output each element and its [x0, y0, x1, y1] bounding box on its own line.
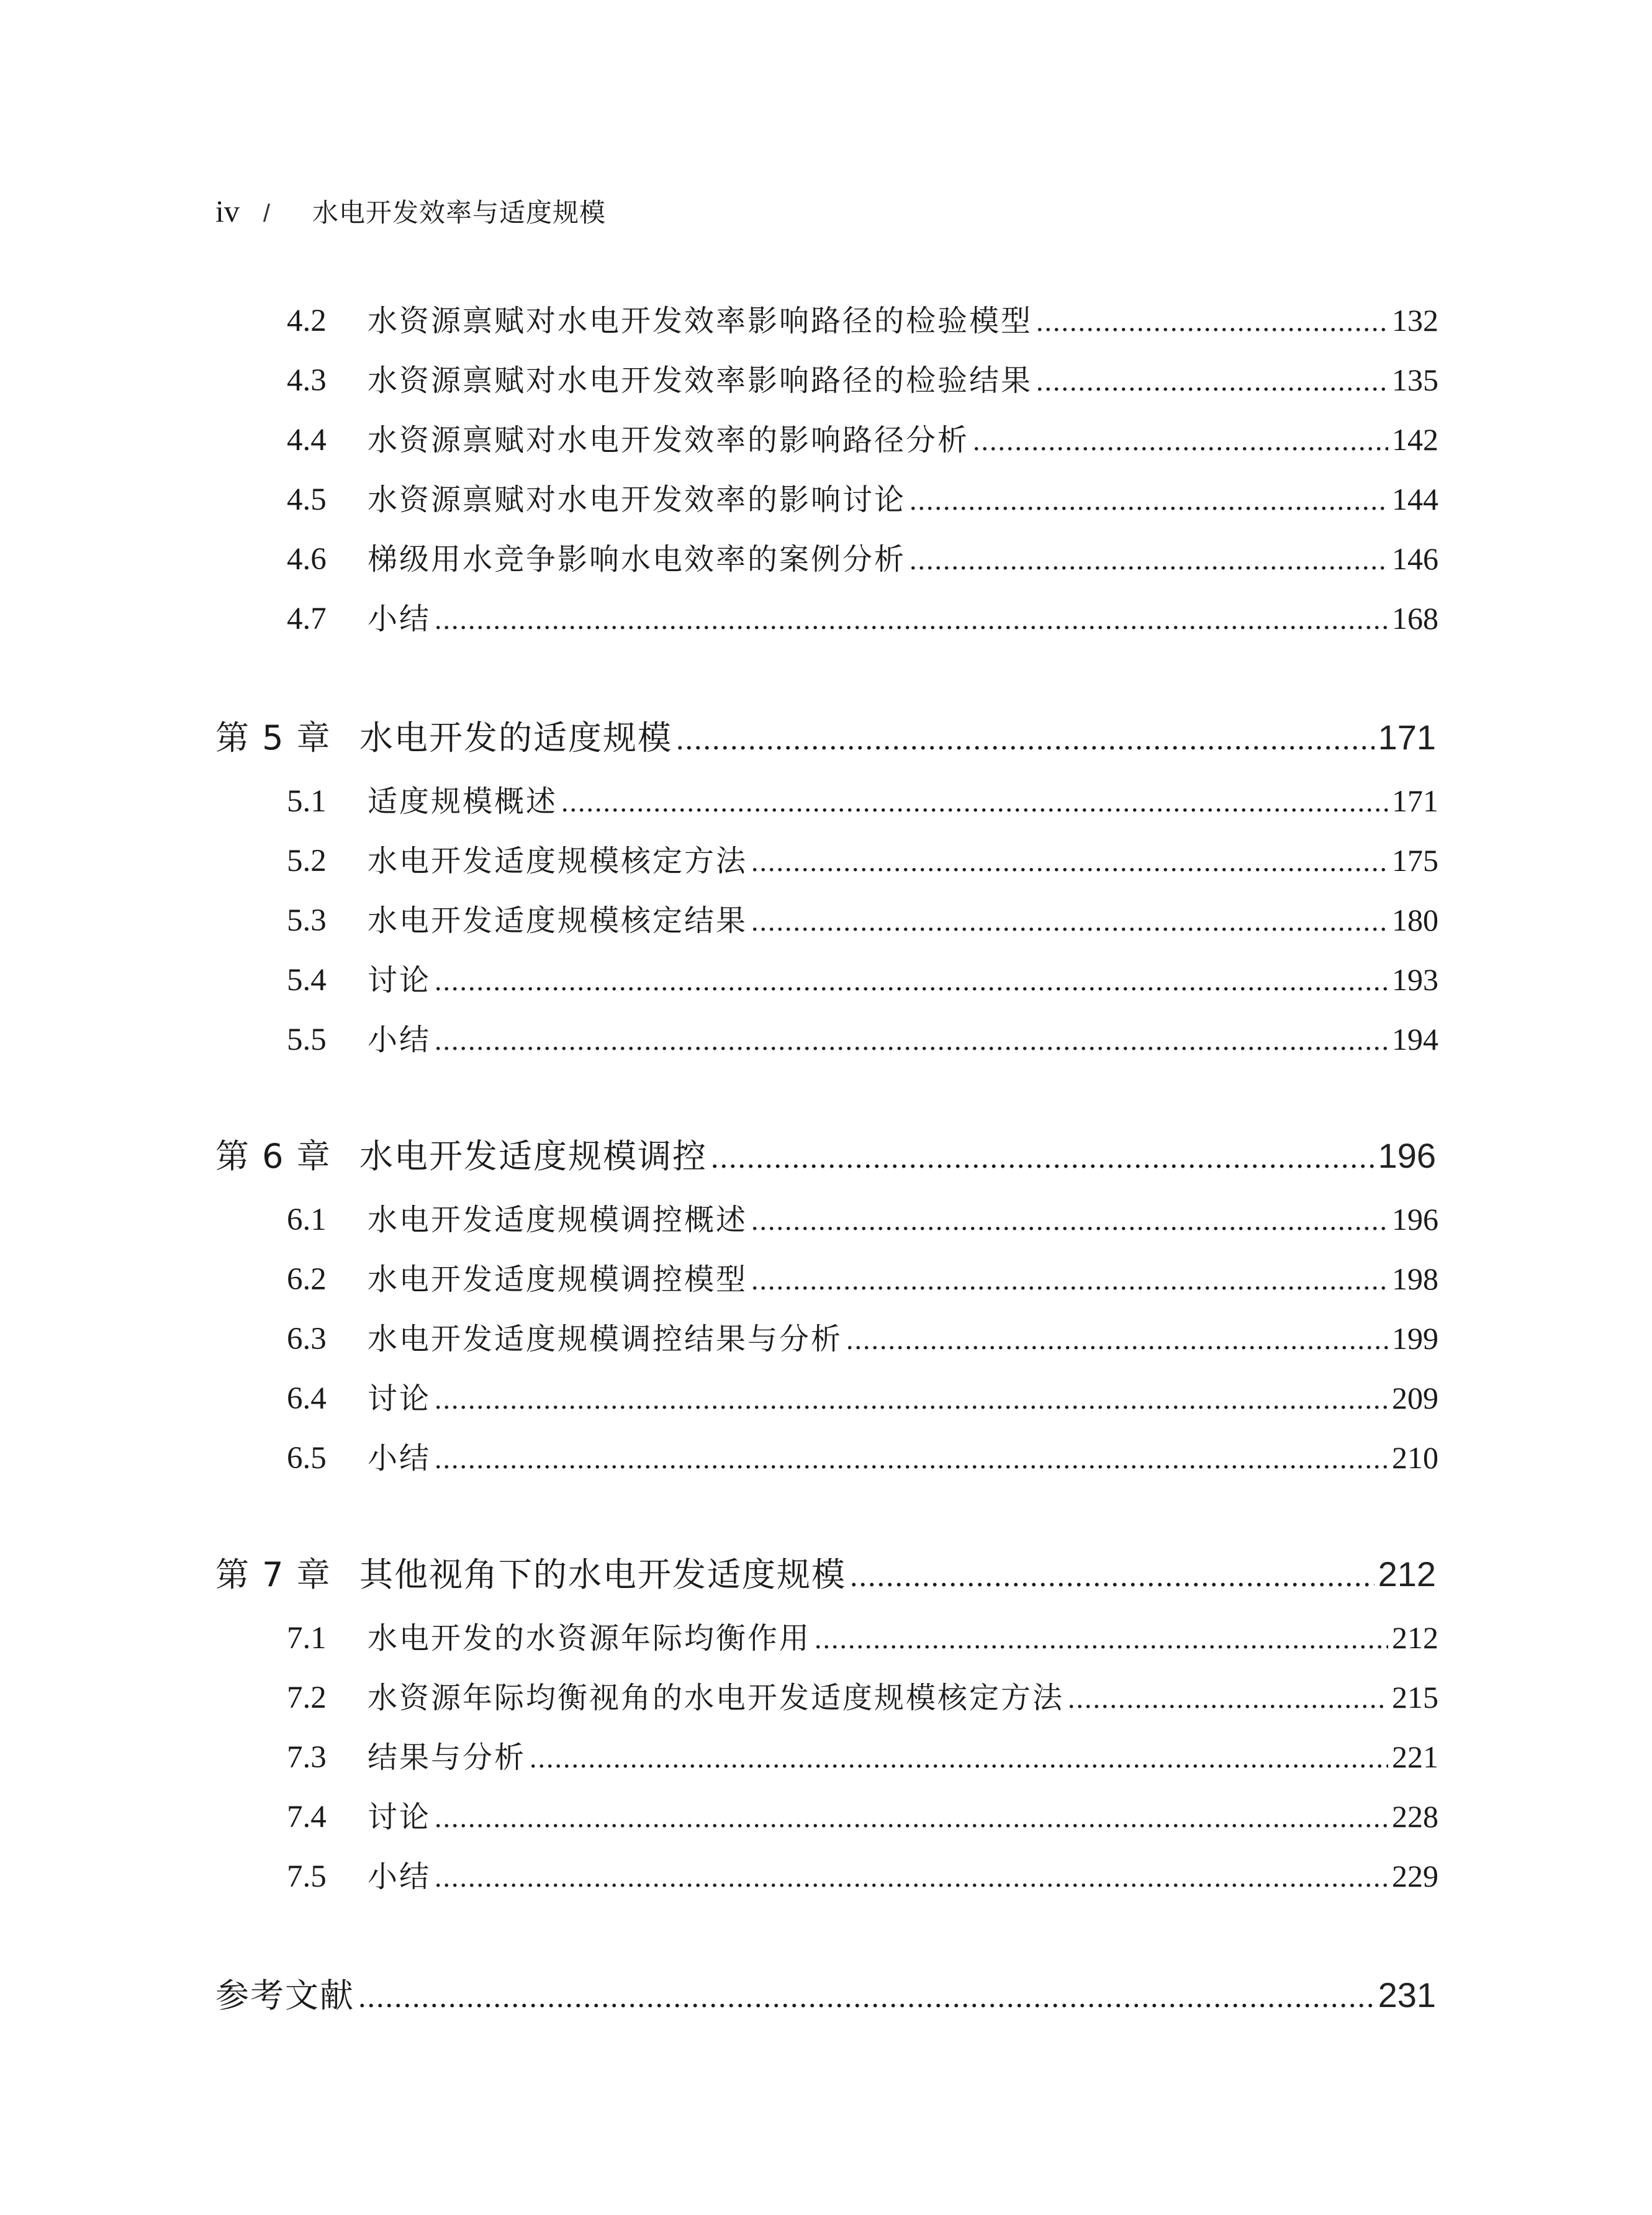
toc-entry-title: 讨论 [368, 963, 431, 998]
toc-entry[interactable] [287, 1255, 1438, 1298]
dot-leader [561, 785, 1388, 818]
toc-entry-page: 199 [1392, 1321, 1438, 1356]
toc-entry[interactable] [287, 297, 1438, 340]
dot-leader [530, 1741, 1388, 1774]
dot-leader [973, 424, 1388, 457]
toc-chapter-title: 水电开发的适度规模 [359, 718, 672, 757]
toc-entry-number: 7.4 [287, 1800, 327, 1834]
toc-chapter-title: 水电开发适度规模调控 [359, 1137, 707, 1176]
dot-leader [435, 1801, 1388, 1834]
toc-entry-number: 5.4 [287, 963, 327, 998]
dot-leader [676, 721, 1374, 757]
toc-entry-title: 水资源禀赋对水电开发效率影响路径的检验结果 [368, 363, 1033, 398]
toc-entry[interactable] [287, 837, 1438, 880]
toc-entry[interactable] [287, 1674, 1438, 1717]
toc-entry-page: 144 [1392, 482, 1438, 517]
toc-chapter-page: 171 [1378, 718, 1436, 757]
toc-chapter-number: 第 7 章 [215, 1555, 332, 1594]
toc-entry-title: 小结 [368, 1022, 431, 1057]
toc-entry-page: 194 [1392, 1022, 1438, 1057]
toc-entry-number: 5.2 [287, 844, 327, 878]
toc-entry-title: 小结 [368, 602, 431, 636]
toc-entry-title: 讨论 [368, 1381, 431, 1416]
toc-chapter-page: 212 [1378, 1554, 1436, 1594]
toc-entry-number: 6.2 [287, 1262, 327, 1297]
toc-entry-number: 7.1 [287, 1621, 327, 1656]
dot-leader [815, 1622, 1388, 1655]
toc-entry-page: 212 [1392, 1620, 1438, 1655]
toc-entry-number: 6.4 [287, 1381, 327, 1416]
toc-entry-page: 146 [1392, 541, 1438, 576]
dot-leader [910, 484, 1388, 517]
dot-leader [846, 1323, 1388, 1356]
toc-entry-title: 水电开发适度规模调控结果与分析 [368, 1322, 843, 1356]
toc-entry[interactable] [287, 1793, 1438, 1836]
dot-leader [1068, 1682, 1388, 1715]
book-title: 水电开发效率与适度规模 [312, 197, 607, 228]
toc-entry[interactable] [287, 1434, 1438, 1477]
toc-entry-title: 水电开发的水资源年际均衡作用 [368, 1621, 811, 1656]
toc-entry[interactable] [287, 535, 1438, 578]
toc-chapter-entry[interactable] [215, 1130, 1436, 1178]
toc-references-page: 231 [1378, 1975, 1436, 2014]
toc-entry[interactable] [287, 595, 1438, 638]
dot-leader [435, 964, 1388, 997]
toc-entry-page: 210 [1392, 1440, 1438, 1475]
toc-entry-page: 193 [1392, 962, 1438, 997]
toc-entry-title: 结果与分析 [368, 1740, 526, 1775]
dot-leader [1036, 364, 1388, 397]
dot-leader [1036, 305, 1388, 338]
toc-entry-number: 4.4 [287, 423, 327, 458]
toc-entry[interactable] [287, 956, 1438, 999]
toc-entry[interactable] [287, 896, 1438, 939]
toc-entry[interactable] [287, 1016, 1438, 1058]
toc-entry-title: 水资源禀赋对水电开发效率影响路径的检验模型 [368, 304, 1033, 338]
toc-entry-number: 6.1 [287, 1202, 327, 1237]
dot-leader [435, 1442, 1388, 1475]
toc-chapter-page: 196 [1378, 1136, 1436, 1175]
toc-entry-page: 168 [1392, 601, 1438, 636]
toc-entry-page: 196 [1392, 1202, 1438, 1237]
dot-leader [435, 1383, 1388, 1415]
toc-entry-page: 209 [1392, 1381, 1438, 1415]
toc-entry-page: 142 [1392, 422, 1438, 457]
dot-leader [751, 904, 1388, 937]
toc-entry-page: 175 [1392, 843, 1438, 878]
toc-chapter-entry[interactable] [215, 711, 1436, 759]
toc-chapter-title: 其他视角下的水电开发适度规模 [359, 1555, 846, 1594]
toc-entry-number: 4.3 [287, 363, 327, 398]
toc-entry-title: 水资源禀赋对水电开发效率的影响路径分析 [368, 423, 970, 458]
toc-entry-page: 215 [1392, 1680, 1438, 1715]
toc-entry-title: 水电开发适度规模调控概述 [368, 1202, 748, 1237]
toc-entry-title: 小结 [368, 1859, 431, 1894]
toc-references-entry[interactable] [215, 1969, 1436, 2017]
toc-entry-page: 180 [1392, 903, 1438, 937]
toc-entry-page: 221 [1392, 1739, 1438, 1774]
toc-entry-number: 7.3 [287, 1740, 327, 1775]
toc-entry-number: 4.5 [287, 482, 327, 517]
toc-entry[interactable] [287, 1614, 1438, 1657]
toc-entry-number: 5.1 [287, 784, 327, 819]
dot-leader [435, 1024, 1388, 1057]
dot-leader [751, 1204, 1388, 1237]
toc-entry-page: 171 [1392, 783, 1438, 818]
toc-entry-title: 小结 [368, 1441, 431, 1476]
toc-entry-number: 6.5 [287, 1441, 327, 1476]
toc-entry-number: 4.2 [287, 304, 327, 338]
toc-entry[interactable] [287, 1315, 1438, 1358]
dot-leader [711, 1139, 1374, 1175]
dot-leader [358, 1978, 1374, 2014]
toc-entry-page: 132 [1392, 303, 1438, 338]
toc-entry[interactable] [287, 777, 1438, 820]
toc-entry-number: 7.2 [287, 1680, 327, 1715]
toc-entry[interactable] [287, 356, 1438, 399]
toc-entry[interactable] [287, 476, 1438, 518]
header-separator: / [263, 200, 271, 227]
toc-references-title: 参考文献 [215, 1976, 354, 2015]
toc-chapter-entry[interactable] [215, 1548, 1436, 1596]
toc-chapter-number: 第 5 章 [215, 718, 332, 757]
toc-entry-page: 135 [1392, 363, 1438, 397]
toc-entry[interactable] [287, 1852, 1438, 1895]
toc-entry-title: 讨论 [368, 1800, 431, 1834]
toc-entry-title: 水电开发适度规模调控模型 [368, 1262, 748, 1297]
toc-entry-number: 4.7 [287, 602, 327, 636]
dot-leader [751, 1263, 1388, 1296]
dot-leader [435, 603, 1388, 636]
toc-entry[interactable] [287, 416, 1438, 459]
toc-entry-page: 198 [1392, 1261, 1438, 1296]
dot-leader [435, 1861, 1388, 1893]
toc-entry-number: 5.5 [287, 1022, 327, 1057]
toc-entry-title: 水资源年际均衡视角的水电开发适度规模核定方法 [368, 1680, 1065, 1715]
toc-entry[interactable] [287, 1196, 1438, 1238]
toc-entry-page: 228 [1392, 1799, 1438, 1834]
toc-entry-title: 水资源禀赋对水电开发效率的影响讨论 [368, 482, 906, 517]
dot-leader [850, 1558, 1374, 1594]
toc-entry[interactable] [287, 1733, 1438, 1776]
toc-entry-number: 7.5 [287, 1859, 327, 1894]
toc-entry-number: 4.6 [287, 542, 327, 577]
toc-entry-number: 5.3 [287, 903, 327, 938]
page-number: iv [215, 194, 240, 228]
toc-chapter-number: 第 6 章 [215, 1137, 332, 1176]
toc-entry-title: 梯级用水竞争影响水电效率的案例分析 [368, 542, 906, 577]
toc-entry-page: 229 [1392, 1859, 1438, 1893]
toc-entry-title: 水电开发适度规模核定方法 [368, 844, 748, 878]
toc-entry-number: 6.3 [287, 1322, 327, 1356]
toc-entry-title: 水电开发适度规模核定结果 [368, 903, 748, 938]
toc-entry[interactable] [287, 1374, 1438, 1417]
dot-leader [910, 543, 1388, 576]
dot-leader [751, 845, 1388, 878]
toc-entry-title: 适度规模概述 [368, 784, 558, 819]
